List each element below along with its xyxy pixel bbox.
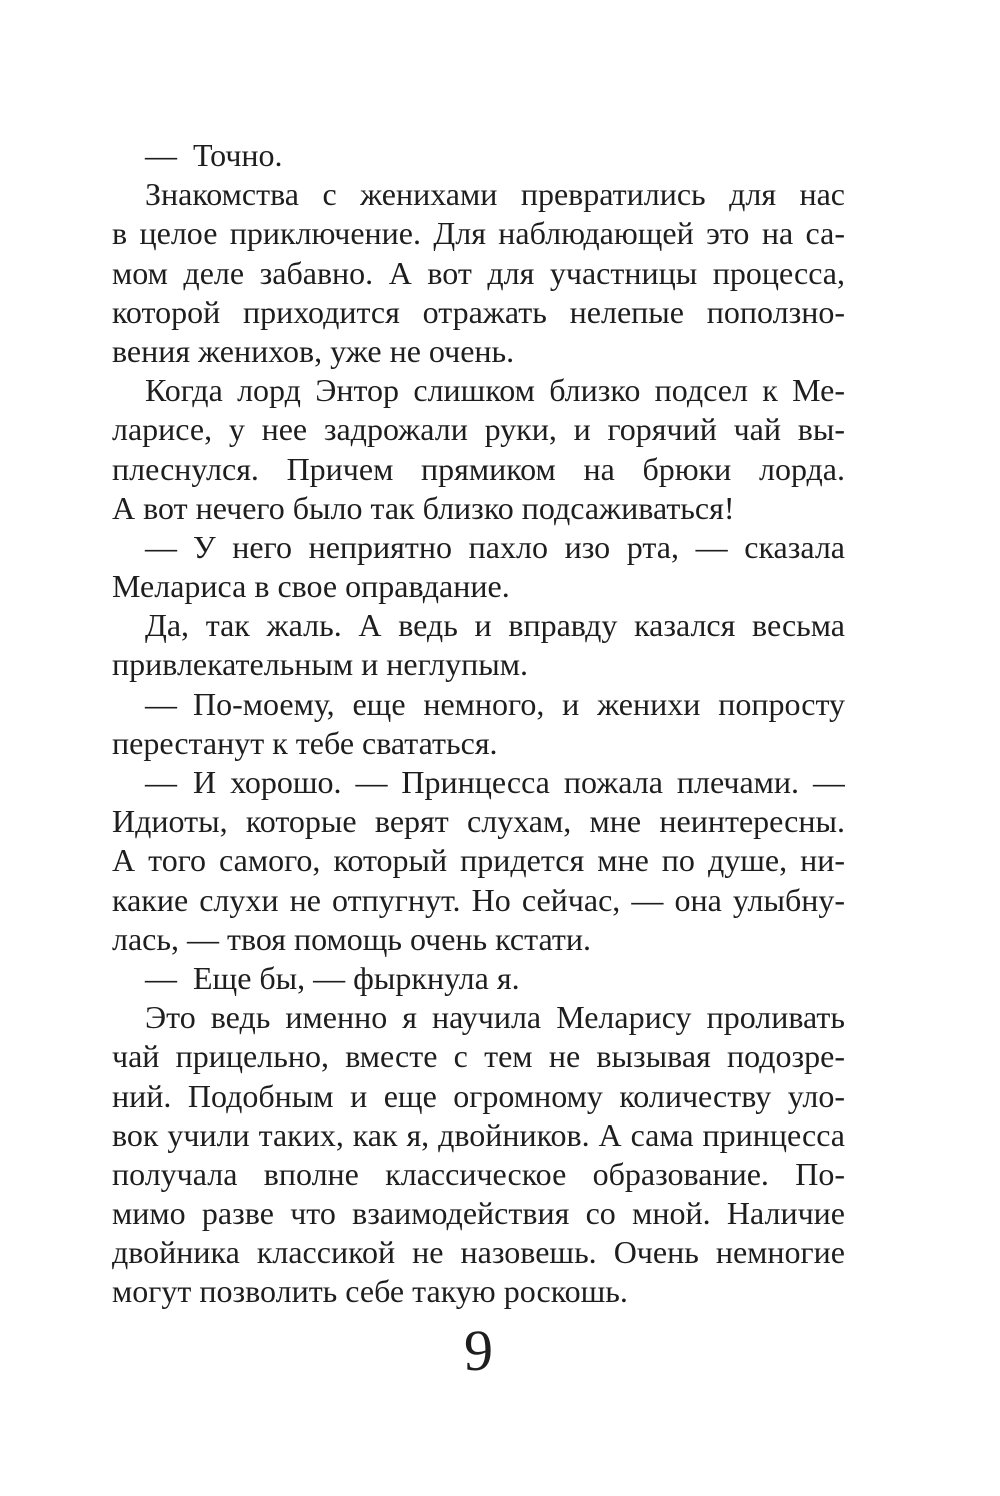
paragraph [112,998,845,1312]
paragraph [112,175,845,371]
text-line: в целое приключение. Для наблюдающей это на са- [112,215,845,252]
paragraph [112,606,845,684]
text-line: А того самого, который придется мне по душе, ни- [112,842,845,879]
text-line: А вот нечего было так близко подсаживаться! [112,489,735,526]
text-line: лась, — твоя помощь очень кстати. [112,920,591,957]
paragraph [112,763,845,959]
text-line: — Точно. [145,137,283,173]
text-line: ларисе, у нее задрожали руки, и горячий чай вы- [112,411,845,448]
paragraph [112,136,845,175]
text-line: Знакомства с женихами превратились для нас [145,176,845,213]
text-line: перестанут к тебе свататься. [112,724,498,761]
text-line: плеснулся. Причем прямиком на брюки лорда. [112,450,845,487]
text-line: Когда лорд Энтор слишком близко подсел к Ме- [145,372,845,409]
text-line: мимо разве что взаимодействия со мной. Наличие [112,1195,845,1232]
text-line: ний. Подобным и еще огромному количеству уло- [112,1077,845,1114]
text-line: мом деле забавно. А вот для участницы процесса, [112,254,845,291]
text-line: Это ведь именно я научила Меларису проливать [145,999,845,1036]
text-line: — Еще бы, — фыркнула я. [145,959,520,996]
text-line: могут позволить себе такую роскошь. [112,1273,628,1310]
text-line: двойника классикой не назовешь. Очень немногие [112,1234,845,1271]
text-line: чай прицельно, вместе с тем не вызывая подозре- [112,1038,845,1075]
text-line: Да, так жаль. А ведь и вправду казался весьма [145,607,845,644]
text-line: какие слухи не отпугнут. Но сейчас, — она улыбну- [112,881,845,918]
paragraph [112,528,845,606]
text-line: — И хорошо. — Принцесса пожала плечами. — [145,764,845,800]
paragraph [112,959,845,998]
text-line: Идиоты, которые верят слухам, мне неинтересны. [112,803,845,840]
text-line: — У него неприятно пахло изо рта, — сказала [145,528,845,565]
text-line: получала вполне классическое образование. По- [112,1155,845,1192]
text-line: которой приходится отражать нелепые поползно- [112,293,845,330]
page-number: 9 [464,1318,493,1383]
text-line: привлекательным и неглупым. [112,646,528,683]
text-line: вок учили таких, как я, двойников. А сама принцесса [112,1116,845,1153]
text-block [112,136,845,1312]
text-line: вения женихов, уже не очень. [112,332,515,369]
text-line: Мелариса в свое оправдание. [112,568,510,605]
paragraph [112,685,845,763]
paragraph [112,371,845,528]
text-line: — По-моему, еще немного, и женихи попросту [145,685,845,722]
